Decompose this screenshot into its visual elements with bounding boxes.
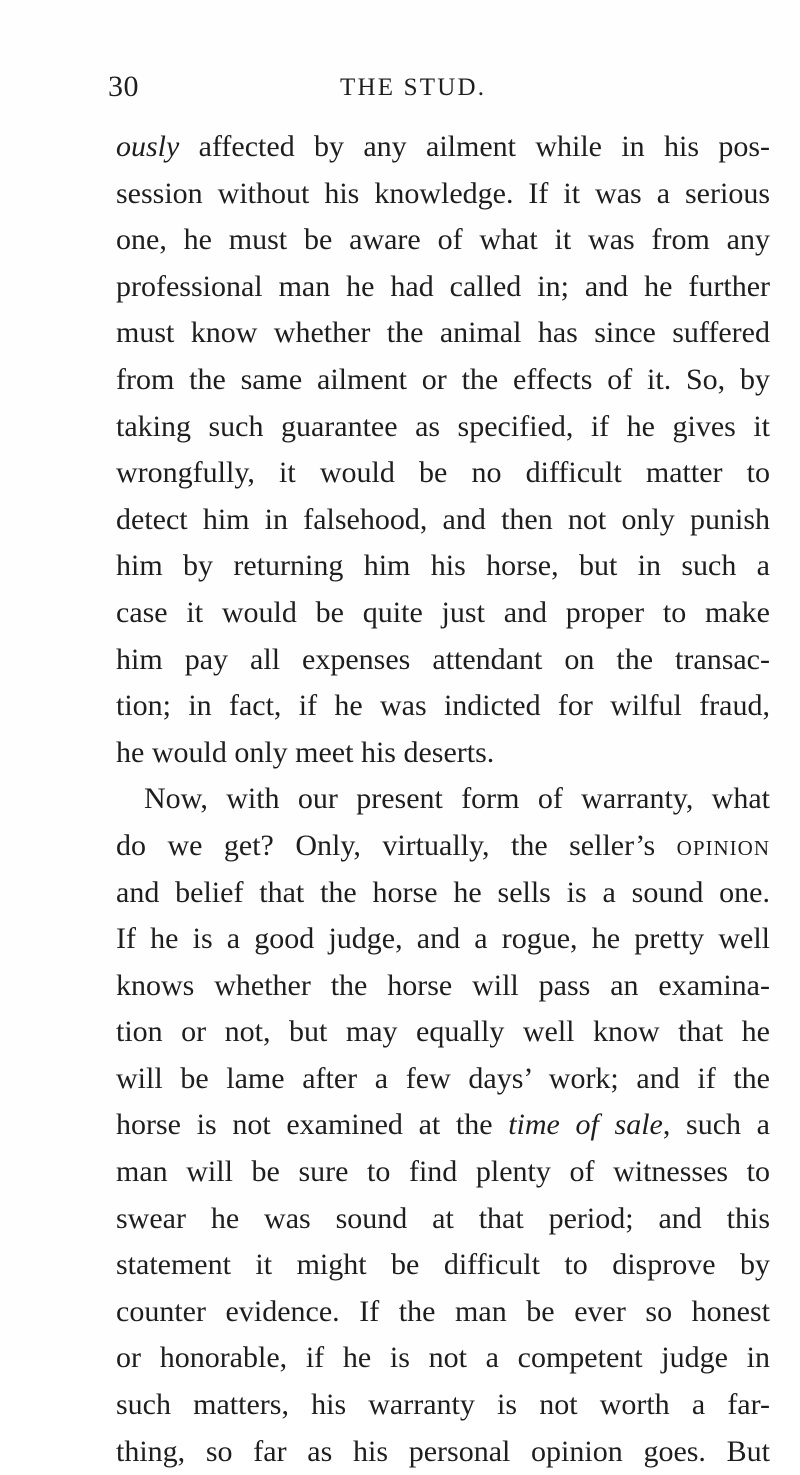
italic-text: ously	[116, 130, 180, 163]
page-number: 30	[108, 70, 139, 103]
text-line	[116, 823, 770, 870]
text-line	[116, 963, 770, 1010]
running-title: THE STUD.	[340, 74, 487, 101]
line-text: , such a	[662, 1108, 770, 1142]
line-text: from the same ailment or the effects of it. So, by	[116, 362, 770, 396]
text-line	[116, 1242, 770, 1289]
text-line	[116, 217, 770, 264]
line-text: such matters, his warranty is not worth a far-	[116, 1388, 770, 1422]
text-line	[116, 264, 770, 311]
line-text: swear he was sound at that period; and this	[116, 1201, 770, 1235]
text-line	[116, 916, 770, 963]
line-text: him by returning him his horse, but in such a	[116, 549, 770, 583]
line-text: detect him in falsehood, and then not only punish	[116, 502, 770, 536]
text-line	[116, 683, 770, 730]
line-text: him pay all expenses attendant on the transac-	[116, 642, 770, 676]
running-head	[108, 70, 768, 114]
line-text: thing, so far as his personal opinion goes. But	[116, 1434, 770, 1468]
line-text: horse is not examined at the	[116, 1108, 509, 1142]
text-line	[116, 404, 770, 451]
text-line	[116, 171, 770, 218]
line-text: professional man he had called in; and he further	[116, 269, 770, 303]
text-line	[116, 1149, 770, 1196]
text-line	[116, 124, 770, 171]
text-line	[116, 637, 770, 684]
text-line	[116, 730, 770, 777]
line-text: statement it might be difficult to disprove by	[116, 1248, 770, 1282]
text-line	[116, 1196, 770, 1243]
text-line	[116, 1289, 770, 1336]
line-text: taking such guarantee as specified, if he gives it	[116, 409, 770, 443]
line-text: session without his knowledge. If it was a serious	[116, 176, 770, 210]
line-text: or honorable, if he is not a competent judge in	[116, 1341, 770, 1375]
text-line	[116, 776, 770, 823]
line-text: counter evidence. If the man be ever so honest	[116, 1294, 770, 1328]
text-line	[116, 497, 770, 544]
line-text: do we get? Only, virtually, the seller’s	[116, 828, 677, 862]
smallcaps-text: opinion	[676, 828, 770, 862]
line-text: affected by any ailment while in his pos-	[179, 130, 770, 163]
line-text: Now, with our present form of warranty, what	[144, 782, 770, 816]
text-line	[116, 1335, 770, 1382]
line-text: knows whether the horse will pass an examina-	[116, 968, 770, 1002]
text-line	[116, 590, 770, 637]
text-line	[116, 1382, 770, 1429]
text-line	[116, 1102, 770, 1149]
text-line	[116, 357, 770, 404]
text-line	[116, 1009, 770, 1056]
text-line	[116, 870, 770, 917]
line-text: one, he must be aware of what it was from any	[116, 223, 770, 257]
text-line	[116, 543, 770, 590]
line-text: wrongfully, it would be no difficult matter to	[116, 456, 770, 490]
text-line	[116, 1429, 770, 1475]
line-text: case it would be quite just and proper to make	[116, 595, 770, 629]
line-text: man will be sure to find plenty of witnesses to	[116, 1155, 770, 1189]
text-line	[116, 450, 770, 497]
text-line	[116, 1056, 770, 1103]
line-text: tion or not, but may equally well know that he	[116, 1015, 770, 1049]
line-text: he would only meet his deserts.	[116, 735, 495, 769]
italic-text: time of sale	[508, 1108, 663, 1142]
body-text	[116, 124, 770, 1475]
line-text: and belief that the horse he sells is a sound one.	[116, 875, 770, 909]
line-text: If he is a good judge, and a rogue, he pretty well	[116, 922, 770, 956]
line-text: will be lame after a few days’ work; and if the	[116, 1061, 770, 1095]
line-text: must know whether the animal has since suffered	[116, 316, 770, 350]
line-text: tion; in fact, if he was indicted for wilful fraud,	[116, 689, 770, 723]
text-line	[116, 310, 770, 357]
